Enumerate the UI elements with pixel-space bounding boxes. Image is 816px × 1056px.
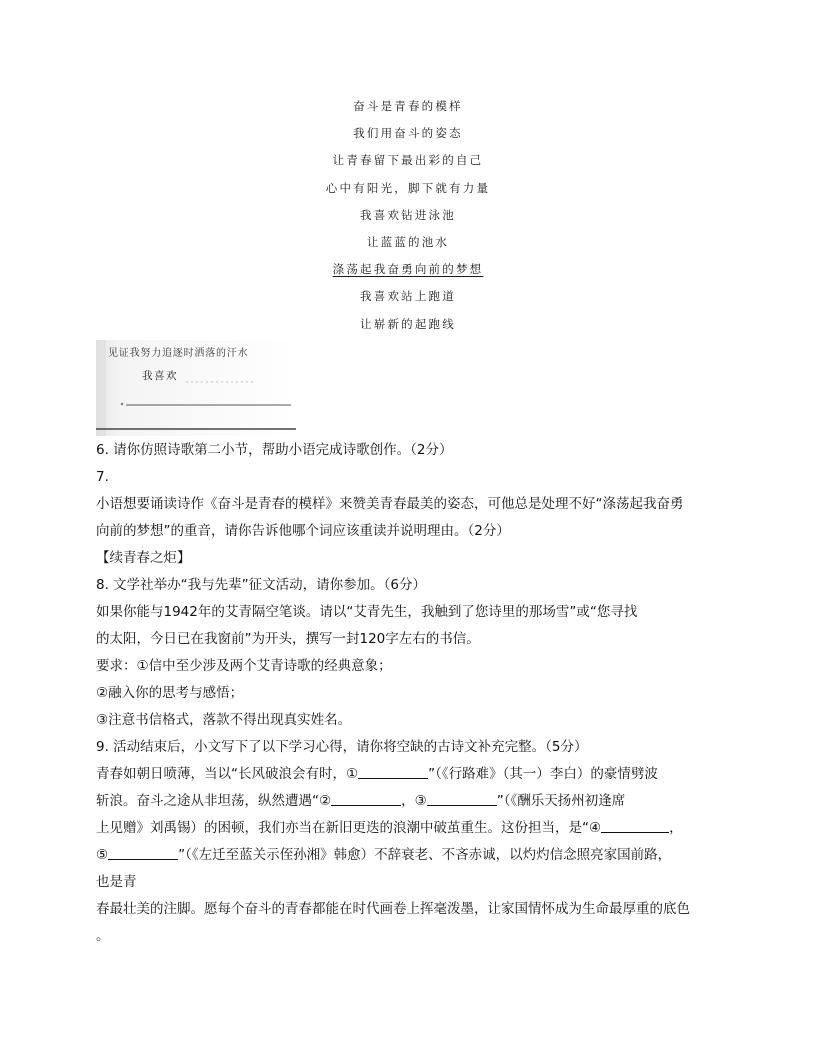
text-run: 上见赠》刘禹锡）的困顿，我们亦当在新旧更迭的浪潮中破茧重生。这份担当，是“④ (96, 820, 602, 836)
fill-blank-1[interactable] (358, 764, 428, 779)
question-8-text: 的太阳，今日已在我窗前”为开头，撰写一封120字左右的书信。 (96, 631, 480, 647)
question-8-requirement: ③注意书信格式，落款不得出现真实姓名。 (96, 712, 352, 728)
question-9-text (96, 761, 724, 788)
question-9-text: 春最壮美的注脚。愿每个奋斗的青春都能在时代画卷上挥毫泼墨，让家国情怀成为生命最厚重的底色 (96, 901, 690, 917)
text-run: ， (669, 820, 683, 836)
text-run: 斩浪。奋斗之途从非坦荡，纵然遭遇“② (96, 793, 332, 809)
poem-line: 我们用奋斗的姿态 (353, 126, 463, 141)
question-8: 8. 文学社举办“我与先辈”征文活动，请你参加。（6分） (96, 577, 426, 593)
poem-line: 我喜欢钻进泳池 (360, 207, 456, 222)
scan-line-1: 见证我努力追逐时洒落的汗水 (108, 348, 249, 359)
question-9-text (96, 815, 724, 842)
question-9-text: 也是青 (96, 874, 137, 890)
poem-line: 我喜欢站上跑道 (360, 289, 456, 304)
question-7-number: 7. (96, 469, 109, 485)
poem-line-underlined (0, 256, 816, 283)
fill-blank-2[interactable] (331, 791, 401, 806)
question-9-text (96, 788, 724, 815)
text-run: ”（《左迁至蓝关示侄孙湘》韩愈）不辞衰老、不吝赤诚，以灼灼信念照亮家国前路， (178, 847, 672, 863)
question-8-requirement: 要求：①信中至少涉及两个艾青诗歌的经典意象； (96, 658, 392, 674)
question-7-text: 小语想要诵读诗作《奋斗是青春的模样》来赞美青春最美的姿态，可他总是处理不好“涤荡起我奋勇 (96, 496, 684, 512)
fill-blank-5[interactable] (108, 845, 178, 860)
question-6: 6. 请你仿照诗歌第二小节，帮助小语完成诗歌创作。（2分） (96, 442, 453, 458)
poem (0, 93, 816, 338)
text-run: ”（《酬乐天扬州初逢席 (496, 793, 626, 809)
text-run: ”（《行路难》（其一）李白）的豪情劈波 (428, 766, 658, 782)
question-8-requirement: ②融入你的思考与感悟； (96, 685, 244, 701)
question-8-text: 如果你能与1942年的艾青隔空笔谈。请以“艾青先生，我触到了您诗里的那场雪”或“您寻找 (96, 604, 638, 620)
scanned-poem-fragment (96, 340, 296, 436)
underlined-phrase: 涤荡起我奋勇向前的梦想 (332, 262, 484, 277)
scan-line-2: 我喜欢 (142, 370, 178, 382)
fill-blank-3[interactable] (427, 791, 497, 806)
question-9-text (96, 842, 724, 869)
question-9-text: 。 (96, 928, 110, 944)
poem-line: 让蓝蓝的池水 (366, 234, 450, 249)
section-heading: 【续青春之炬】 (96, 550, 191, 566)
text-run: ，③ (401, 793, 427, 809)
question-7-text: 向前的梦想”的重音，请你告诉他哪个词应该重读并说明理由。（2分） (96, 523, 510, 539)
poem-line: 让青春留下最出彩的自己 (332, 153, 484, 168)
fill-blank-4[interactable] (601, 818, 669, 833)
questions-section (96, 437, 724, 950)
text-run: ⑤ (96, 847, 109, 863)
poem-line: 奋斗是青春的模样 (353, 99, 463, 113)
question-9: 9. 活动结束后，小文写下了以下学习心得，请你将空缺的古诗文补充完整。（5分） (96, 739, 588, 755)
poem-line: 心中有阳光，脚下就有力量 (325, 180, 491, 195)
poem-line: 让崭新的起跑线 (360, 316, 456, 331)
text-run: 青春如朝日喷薄，当以“长风破浪会有时，① (96, 766, 359, 782)
scan-blank-lines (96, 340, 296, 436)
